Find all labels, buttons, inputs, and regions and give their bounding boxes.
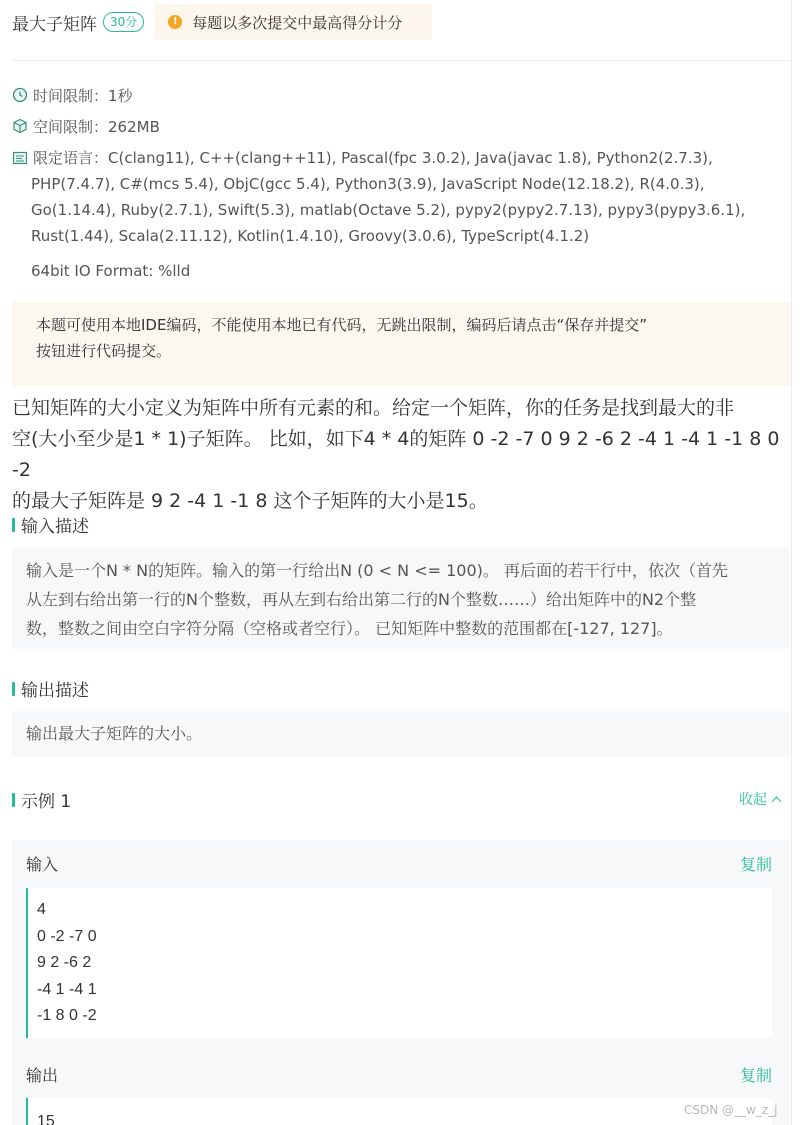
sample-input-line: -4 1 -4 1: [37, 980, 97, 998]
scoring-notice: [154, 4, 432, 40]
space-limit-text: 空间限制：262MB: [33, 118, 160, 136]
output-label: 输出: [26, 1066, 59, 1085]
sample-input: [26, 888, 772, 1038]
output-description-heading: [12, 676, 89, 701]
right-divider: [791, 0, 792, 1125]
statement-line-1: 已知矩阵的大小定义为矩阵中所有元素的和。给定一个矩阵，你的任务是找到最大的非: [12, 397, 735, 419]
language-line-3: Go(1.14.4), Ruby(2.7.1), Swift(5.3), matlab(Octave 5.2), pypy2(pypy2.7.13), pypy3(pypy3.6.1),: [31, 201, 746, 219]
clock-icon: [12, 87, 28, 103]
input-description-line-1: 输入是一个N * N的矩阵。输入的第一行给出N (0 < N <= 100)。 再后面的若干行中，依次（首先: [26, 561, 728, 580]
ide-notice: [12, 302, 790, 386]
collapse-label: 收起: [739, 792, 767, 808]
statement-line-3: 的最大子矩阵是 9 2 -4 1 -1 8 这个子矩阵的大小是15。: [12, 490, 488, 512]
scoring-notice-text: 每题以多次提交中最高得分计分: [192, 13, 403, 32]
statement-line-2: 空(大小至少是1 * 1)子矩阵。 比如，如下4 * 4的矩阵 0 -2 -7 0 9 2 -6 2 -4 1 -4 1 -1 8 0 -2: [12, 428, 780, 481]
input-description-line-2: 从左到右给出第一行的N个整数，再从左到右给出第二行的N个整数……）给出矩阵中的N2个整: [26, 590, 697, 609]
problem-title: 最大子矩阵: [12, 14, 97, 35]
input-label: 输入: [26, 855, 59, 874]
ide-notice-line-2: 按钮进行代码提交。: [36, 342, 172, 360]
copy-output-button[interactable]: 复制: [739, 1066, 772, 1085]
sample-output-line: 15: [37, 1113, 55, 1125]
section-marker: [12, 793, 15, 807]
section-marker: [12, 682, 15, 696]
header-divider: [12, 60, 791, 61]
language-line-4: Rust(1.44), Scala(2.11.12), Kotlin(1.4.10), Groovy(3.0.6), TypeScript(4.1.2): [31, 227, 590, 245]
collapse-button[interactable]: [739, 789, 780, 809]
sample-input-line: 9 2 -6 2: [37, 954, 92, 971]
ide-notice-line-1: 本题可使用本地IDE编码，不能使用本地已有代码，无跳出限制，编码后请点击“保存并提交”: [36, 316, 647, 334]
language-list: [33, 145, 783, 249]
copy-input-button[interactable]: 复制: [739, 855, 772, 874]
output-description-text: 输出最大子矩阵的大小。: [26, 724, 203, 743]
time-limit-text: 时间限制：1秒: [33, 87, 133, 105]
language-line-2: PHP(7.4.7), C#(mcs 5.4), ObjC(gcc 5.4), Python3(3.9), JavaScript Node(12.18.2), R(4.0.3),: [31, 175, 705, 193]
problem-header: [12, 4, 432, 40]
language-label: 限定语言：: [33, 149, 109, 167]
chevron-up-icon: [772, 796, 782, 806]
sample-input-line: -1 8 0 -2: [37, 1007, 97, 1024]
section-marker: [12, 518, 15, 532]
output-description-title: 输出描述: [21, 681, 89, 701]
sample-input-line: 4: [37, 901, 46, 918]
sample-input-line: 0 -2 -7 0: [37, 927, 97, 945]
io-format: 64bit IO Format: %lld: [31, 262, 191, 280]
problem-statement: [12, 393, 792, 517]
language-line-1: C(clang11), C++(clang++11), Pascal(fpc 3.0.2), Java(javac 1.8), Python2(2.7.3),: [108, 149, 713, 167]
output-description: [12, 711, 790, 757]
example-panel: [12, 840, 790, 1125]
input-description: [12, 548, 790, 649]
space-limit: [12, 116, 160, 137]
cube-icon: [12, 118, 28, 134]
time-limit: [12, 85, 133, 106]
input-description-heading: [12, 512, 89, 537]
watermark: CSDN @__w_z_j: [684, 1103, 778, 1117]
language-limit: [12, 145, 783, 249]
input-description-line-3: 数，整数之间由空白字符分隔（空格或者空行）。 已知矩阵中整数的范围都在[-127, 127]。: [26, 619, 673, 638]
warning-icon: !: [168, 15, 182, 29]
example-title: 示例 1: [21, 792, 72, 812]
input-description-title: 输入描述: [21, 517, 89, 537]
example-heading: [12, 787, 71, 812]
sample-output: [26, 1098, 772, 1125]
score-badge: 30分: [103, 12, 144, 32]
code-file-icon: [12, 150, 28, 166]
